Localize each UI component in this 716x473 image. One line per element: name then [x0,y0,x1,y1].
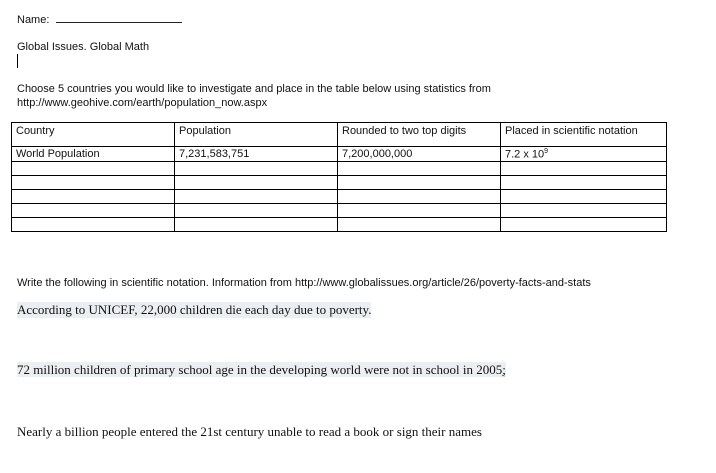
empty-cell[interactable] [12,204,175,218]
name-label: Name: [17,14,50,26]
empty-cell[interactable] [338,176,501,190]
empty-cell[interactable] [175,218,338,232]
empty-cell[interactable] [175,204,338,218]
empty-cell[interactable] [501,190,667,204]
empty-cell[interactable] [338,204,501,218]
empty-cell[interactable] [175,176,338,190]
fact-school [17,362,506,378]
instructions-url[interactable]: http://www.geohive.com/earth/population_now.aspx [17,97,268,109]
table-row [12,162,667,176]
table-row [12,147,667,162]
name-blank-line[interactable] [56,12,182,23]
text-cursor [17,54,18,68]
cell-rounded[interactable]: 7,200,000,000 [338,147,501,162]
empty-cell[interactable] [501,176,667,190]
fact-school-text: 72 million children of primary school age in the developing world were not in school in 2005 [17,362,503,377]
name-field [17,12,182,26]
page-title: Global Issues. Global Math [17,41,150,53]
empty-cell[interactable] [338,218,501,232]
empty-cell[interactable] [12,176,175,190]
empty-cell[interactable] [175,190,338,204]
header-country: Country [12,123,175,147]
instructions-line-1: Choose 5 countries you would like to investigate and place in the table below using statistics from [17,83,491,95]
empty-cell[interactable] [12,190,175,204]
fact-unicef: According to UNICEF, 22,000 children die each day due to poverty. [17,302,372,317]
empty-cell[interactable] [501,204,667,218]
header-rounded: Rounded to two top digits [338,123,501,147]
section2-intro: Write the following in scientific notation. Information from http://www.globalissues.org/article/26/poverty-facts-and-stats [17,277,591,289]
cell-scientific[interactable] [501,147,667,162]
header-population: Population [175,123,338,147]
table-row [12,176,667,190]
sci-base: 7.2 x 10 [505,148,545,161]
empty-cell[interactable] [338,190,501,204]
empty-cell[interactable] [501,218,667,232]
sci-exponent: 9 [544,148,549,155]
population-table [11,122,667,232]
cell-population[interactable]: 7,231,583,751 [175,147,338,162]
empty-cell[interactable] [12,162,175,176]
header-scientific: Placed in scientific notation [501,123,667,147]
table-header-row [12,123,667,147]
cell-country[interactable]: World Population [12,147,175,162]
fact-literacy: Nearly a billion people entered the 21st century unable to read a book or sign their names [17,424,482,439]
empty-cell[interactable] [175,162,338,176]
empty-cell[interactable] [338,162,501,176]
fact-school-punct: ; [502,362,506,377]
table-row [12,204,667,218]
empty-cell[interactable] [501,162,667,176]
table-row [12,190,667,204]
table-row [12,218,667,232]
empty-cell[interactable] [12,218,175,232]
